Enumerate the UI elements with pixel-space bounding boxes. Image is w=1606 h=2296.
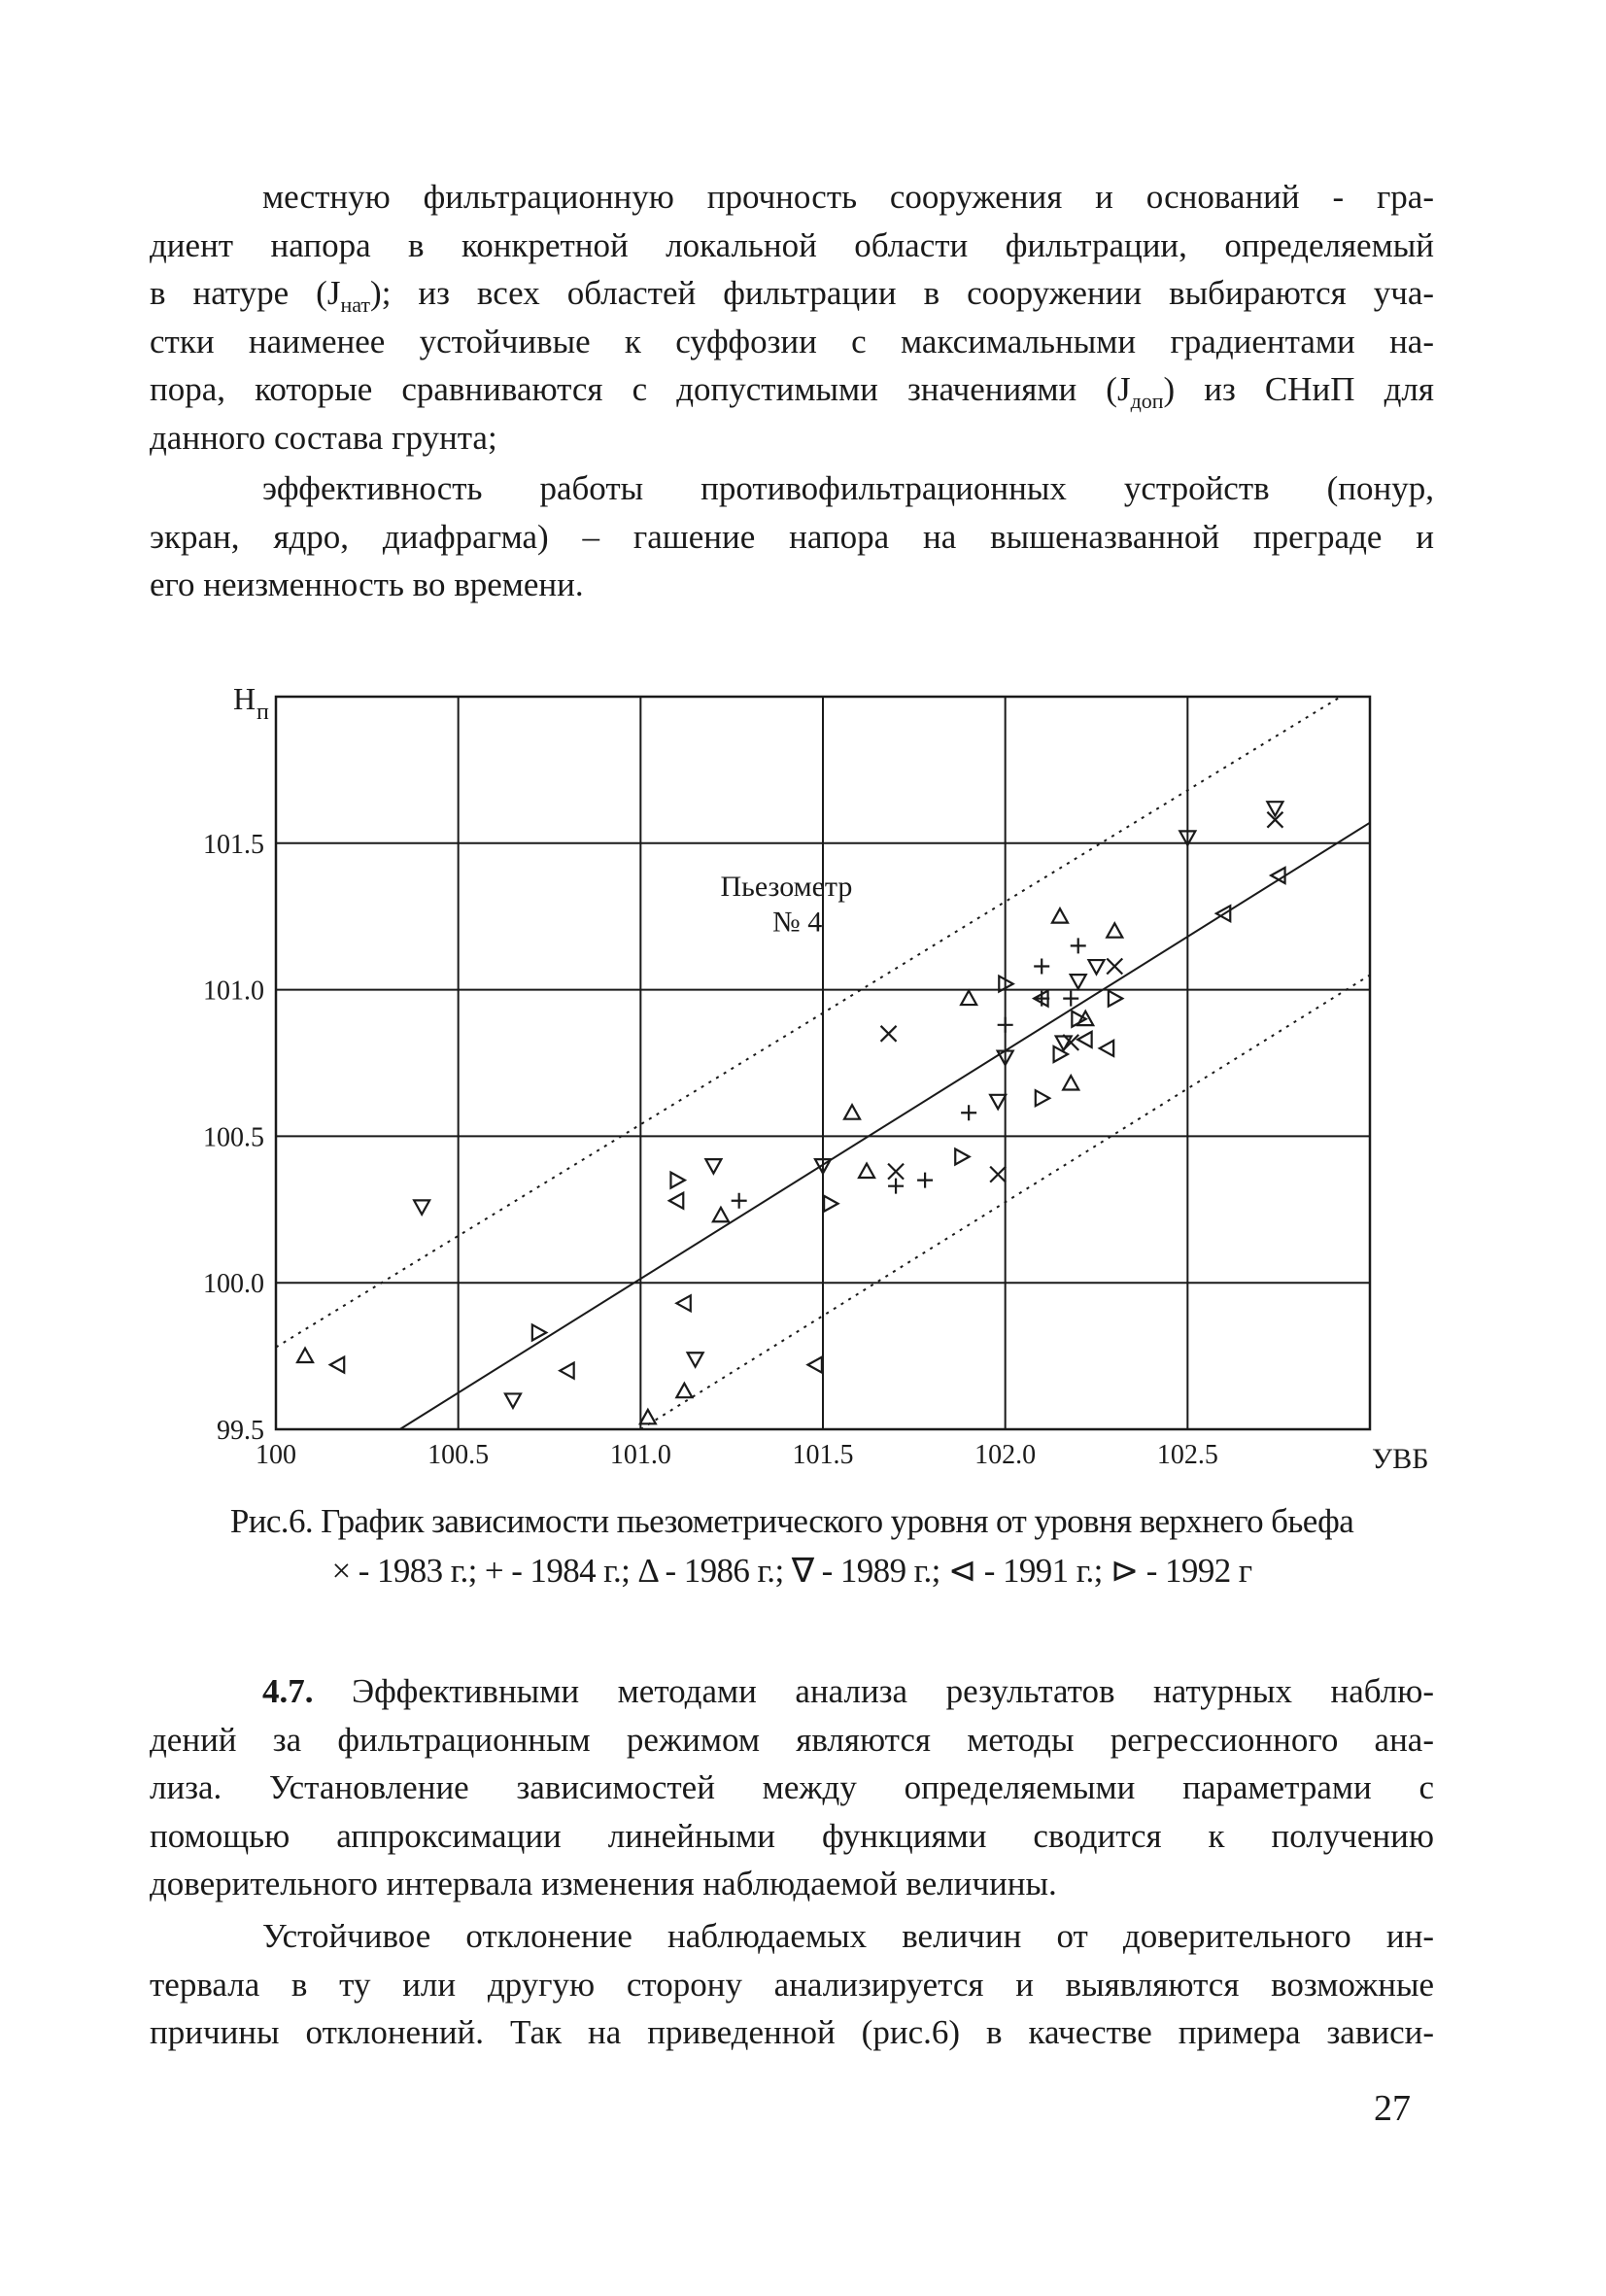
- paragraph-3: [150, 1667, 1434, 1908]
- data-point-triangle-up: [297, 1349, 313, 1362]
- data-point-x: [881, 1026, 897, 1042]
- x-tick-label: 100.5: [427, 1440, 490, 1470]
- text-line: лиза. Установление зависимостей между определяемыми параметрами с: [150, 1768, 1434, 1806]
- scatter-chart: [175, 670, 1467, 1487]
- text-line: эффективность работы противофильтрационных устройств (понур,: [262, 469, 1434, 507]
- text-fragment: в натуре (J: [150, 274, 341, 312]
- data-point-+: [961, 1105, 976, 1120]
- data-point-triangle-down: [1071, 975, 1086, 988]
- text-line: помощью аппроксимации линейными функциями сводится к получению: [150, 1816, 1434, 1855]
- data-point-triangle-left: [330, 1357, 344, 1373]
- figure-legend: × - 1983 г.; + - 1984 г.; Δ - 1986 г.; ∇ - 1989 г.; ⊲ - 1991 г.; ⊳ - 1992 г: [331, 1552, 1252, 1590]
- x-tick-label: 102.5: [1156, 1440, 1218, 1470]
- text-line: [150, 269, 1434, 318]
- data-point-triangle-up: [961, 991, 976, 1005]
- upper-confidence-line: [276, 697, 1341, 1348]
- text-line: причины отклонений. Так на приведенной (рис.6) в качестве примера зависи-: [150, 2013, 1434, 2051]
- data-point-triangle-left: [560, 1363, 573, 1379]
- x-tick-label: 101.5: [792, 1440, 854, 1470]
- text-line: Устойчивое отклонение наблюдаемых величин от доверительного ин-: [262, 1917, 1434, 1955]
- section-number: 4.7.: [262, 1672, 314, 1710]
- text-line: его неизменность во времени.: [150, 565, 584, 603]
- annotation-label: № 4: [772, 906, 823, 939]
- y-tick-label: 101.5: [203, 829, 264, 860]
- text-fragment: Эффективными методами анализа результатов натурных наблю-: [313, 1672, 1434, 1710]
- data-point-+: [888, 1179, 904, 1194]
- text-line: тервала в ту или другую сторону анализируется и выявляются возможные: [150, 1965, 1434, 2004]
- data-point-triangle-down: [688, 1353, 703, 1366]
- data-point-triangle-up: [859, 1164, 874, 1178]
- x-axis-label: УВБ: [1372, 1443, 1429, 1475]
- data-point-+: [998, 1017, 1013, 1033]
- annotation-label: Пьезометр: [720, 871, 853, 904]
- text-line: [150, 1667, 1434, 1716]
- data-point-triangle-down: [505, 1393, 521, 1407]
- y-tick-label: 101.0: [203, 976, 264, 1007]
- data-point-x: [990, 1167, 1006, 1182]
- data-point-triangle-up: [713, 1208, 729, 1221]
- data-point-triangle-right: [670, 1173, 684, 1188]
- text-line: [150, 365, 1434, 414]
- regression-line: [400, 823, 1370, 1429]
- figure-caption: Рис.6. График зависимости пьезометрического уровня от уровня верхнего бьефа: [229, 1502, 1354, 1540]
- data-point-triangle-right: [1036, 1090, 1049, 1106]
- data-point-triangle-up: [676, 1384, 692, 1397]
- x-tick-label: 102.0: [974, 1440, 1037, 1470]
- y-tick-label: 99.5: [217, 1416, 264, 1446]
- data-point-triangle-up: [844, 1105, 860, 1118]
- paragraph-1: [150, 173, 1434, 462]
- data-point-+: [1071, 938, 1086, 953]
- data-point-triangle-up: [640, 1410, 656, 1423]
- text-fragment: пора, которые сравниваются с допустимыми значениями (J: [150, 370, 1131, 408]
- data-point-triangle-up: [1107, 923, 1122, 937]
- page-number: 27: [1374, 2088, 1411, 2129]
- y-tick-label: 100.0: [203, 1269, 264, 1300]
- text-line: стки наименее устойчивые к суффозии с максимальными градиентами на-: [150, 322, 1434, 360]
- data-point-triangle-down: [414, 1200, 429, 1214]
- data-point-triangle-left: [1077, 1032, 1091, 1047]
- data-point-triangle-left: [676, 1295, 690, 1311]
- data-point-triangle-left: [669, 1193, 683, 1209]
- data-point-triangle-up: [1052, 908, 1068, 922]
- subscript: доп: [1130, 389, 1164, 413]
- data-point-triangle-down: [1089, 960, 1105, 974]
- paragraph-2: [150, 464, 1434, 609]
- data-point-x: [888, 1164, 904, 1180]
- data-point-+: [1034, 958, 1049, 974]
- data-point-triangle-right: [1109, 991, 1122, 1007]
- paragraph-4: [150, 1912, 1434, 2057]
- x-tick-label: 101.0: [609, 1440, 671, 1470]
- text-line: диент напора в конкретной локальной области фильтрации, определяемый: [150, 225, 1434, 264]
- data-point-+: [1063, 991, 1078, 1007]
- data-point-triangle-down: [990, 1095, 1006, 1109]
- data-point-+: [732, 1193, 747, 1209]
- y-axis-label-subscript: п: [256, 700, 269, 725]
- y-axis-label: H: [233, 681, 256, 716]
- text-line: экран, ядро, диафрагма) – гашение напора на вышеназванной преграде и: [150, 517, 1434, 556]
- text-fragment: ) из СНиП для: [1163, 370, 1434, 408]
- data-point-+: [917, 1173, 933, 1188]
- x-tick-label: 100: [256, 1440, 296, 1470]
- text-line: данного состава грунта;: [150, 418, 497, 457]
- data-point-triangle-left: [807, 1357, 821, 1373]
- text-line: дений за фильтрационным режимом являются методы регрессионного ана-: [150, 1720, 1434, 1759]
- text-line: местную фильтрационную прочность сооружения и оснований - гра-: [262, 178, 1434, 216]
- data-point-triangle-up: [1063, 1076, 1078, 1089]
- data-point-triangle-right: [824, 1196, 837, 1212]
- text-fragment: ); из всех областей фильтрации в сооружении выбираются уча-: [370, 274, 1435, 312]
- data-point-triangle-right: [955, 1149, 969, 1165]
- subscript: нат: [340, 292, 371, 317]
- data-point-triangle-left: [1100, 1041, 1113, 1056]
- data-point-x: [1107, 958, 1122, 974]
- y-tick-label: 100.5: [203, 1122, 264, 1153]
- text-line: доверительного интервала изменения наблюдаемой величины.: [150, 1865, 1057, 1902]
- data-point-triangle-down: [705, 1159, 721, 1173]
